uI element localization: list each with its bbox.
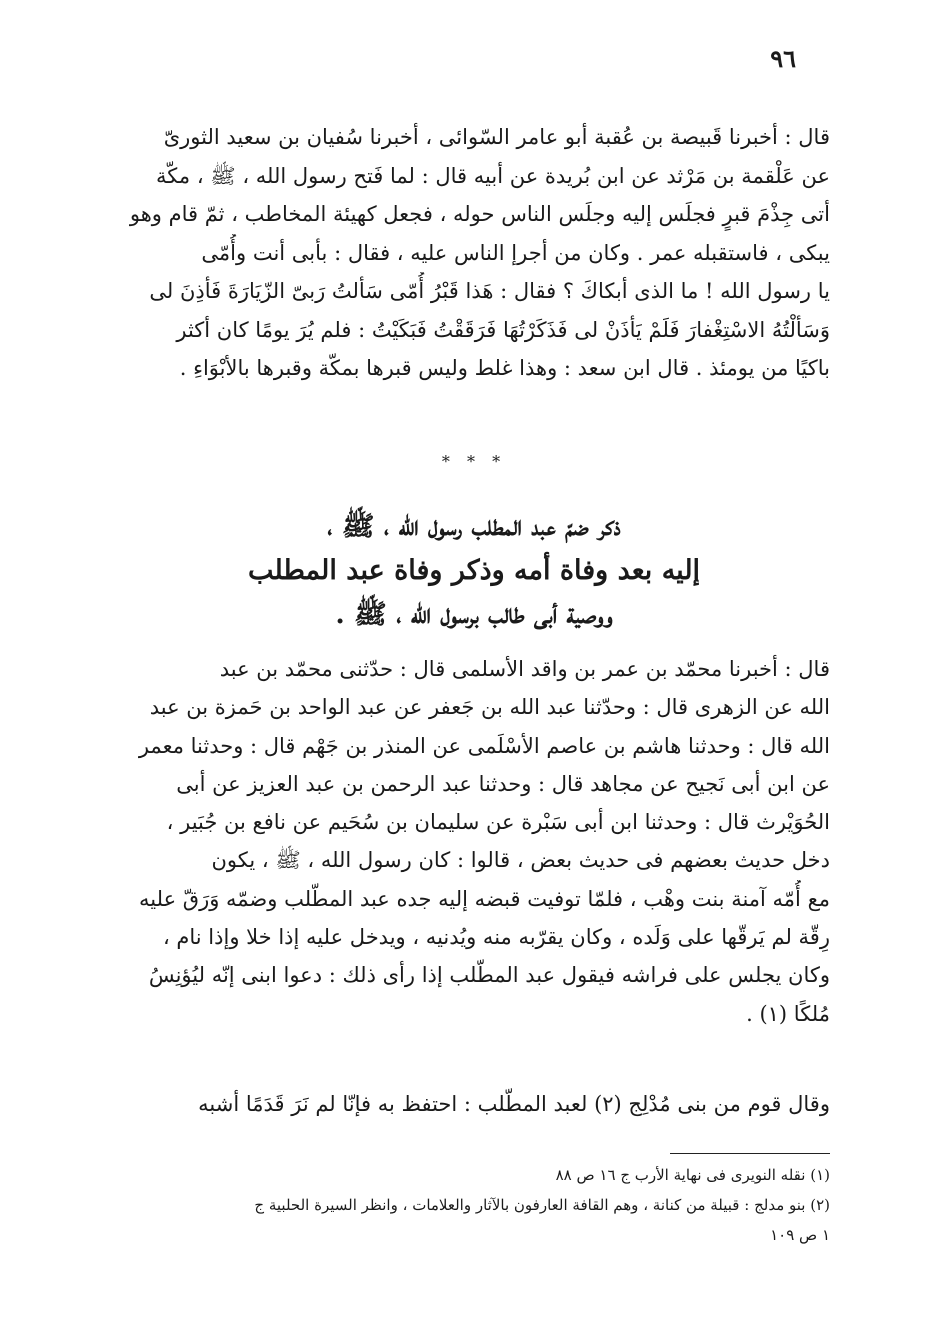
heading-line: إليه بعد وفاة أمه وذكر وفاة عبد المطلب [247,555,701,586]
text-line: الله عن الزهرى قال : وحدّثنا عبد الله بن جَعفر عن عبد الواحد بن حَمزة بن عبد [149,695,830,720]
text-line: يا رسول الله ! ما الذى أبكاكَ ؟ فقال : هَذا قَبْرُ أُمّى سَألتُ رَبىّ الزّيَارَةَ فَأذِنَ لى [149,279,830,303]
text-line: عن ابن أبى نَجيح عن مجاهد قال : وحدثنا عبد الرحمن بن عبد العزيز عن أبى [176,771,830,796]
text-line: مُلكًا (١) . [746,1001,830,1026]
text-line: أتى جِذْمَ قبرٍ فجلَس إليه وجلَس الناس حوله ، فجعل كهيئة المخاطب ، ثمّ قام وهو [129,202,830,226]
text-line: وَسَألْتُهُ الاسْتِغْفارَ فَلَمْ يَأذَنْ لى فَذَكَرْتُهَا فَرَقَقْتُ فَبَكَيْتُ : فلم يُرَ يومًا كان أكثر [176,317,830,342]
text-line: عن عَلْقمة بن مَرْثد عن ابن بُريدة عن أبيه قال : لما فَتح رسول الله ، ﷺ ، مكّة [156,163,830,188]
heading-line: ووصية أبى طالب برسول الله ، ﷺ . [335,599,613,630]
text-line: الحُوَيْرث قال : وحدثنا ابن أبى سَبْرة عن سليمان بن سُحَيم عن نافع بن جُبَير ، [166,810,830,835]
footnote-line: (١) نقله النويرى فى نهاية الأرب ج ١٦ ص ٨٨ [555,1166,830,1184]
text-line: قال : أخبرنا محمّد بن عمر بن واقد الأسلمى قال : حدّثنى محمّد بن عبد [219,657,830,681]
text-line: وقال قوم من بنى مُدْلِج (٢) لعبد المطّلب : احتفظ به فإنّا لم نَرَ قَدَمًا أشبه [198,1092,830,1116]
text-line: دخل حديث بعضهم فى حديث بعض ، قالوا : كان رسول الله ، ﷺ ، يكون [211,848,830,873]
footnote-line: ١ ص ١٠٩ [770,1226,830,1244]
paragraph-1 [100,118,830,388]
text-line: يبكى ، فاستقبله عمر . وكان من أجرإ الناس عليه ، فقال : بأبى أنت وأُمّى [201,240,830,265]
footnote-divider [670,1153,830,1154]
heading-line: ذكر ضمّ عبد المطلب رسول الله ، ﷺ ، [327,511,621,542]
section-heading [0,505,948,637]
text-line: رِقّة لم يَرقّها على وَلَده ، وكان يقرّبه منه ويُدنيه ، ويدخل عليه إذا خلا وإذا نام ، [162,925,830,950]
section-separator: * * * [441,452,507,471]
text-line: الله قال : وحدثنا هاشم بن عاصم الأسْلَمى عن المنذر بن جَهْم قال : وحدثنا معمر [138,733,830,758]
paragraph-3 [100,1086,830,1122]
text-line: مع أُمّه آمنة بنت وهْب ، فلمّا توفيت قبضه إليه جده عبد المطّلب وضمّه وَرَقّ عليه [139,886,830,911]
footnotes [100,1160,830,1250]
text-line: وكان يجلس على فراشه فيقول عبد المطّلب إذا رأى ذلك : دعوا ابنى إنّه ليُؤنِسُ [148,963,830,988]
page-number: ٩٦ [770,44,796,73]
paragraph-2 [100,650,830,1033]
text-line: باكيًا من يومئذ . قال ابن سعد : وهذا غلط وليس قبرها بمكّة وقبرها بالأبْوَاءِ . [179,356,830,380]
text-line: قال : أخبرنا قَبيصة بن عُقبة أبو عامر السّوائى ، أخبرنا سُفيان بن سعيد الثورىّ [163,125,830,149]
footnote-line: (٢) بنو مدلج : قبيلة من كنانة ، وهم القافة العارفون بالآثار والعلامات ، وانظر السيرة الحلبية ج [254,1196,830,1214]
